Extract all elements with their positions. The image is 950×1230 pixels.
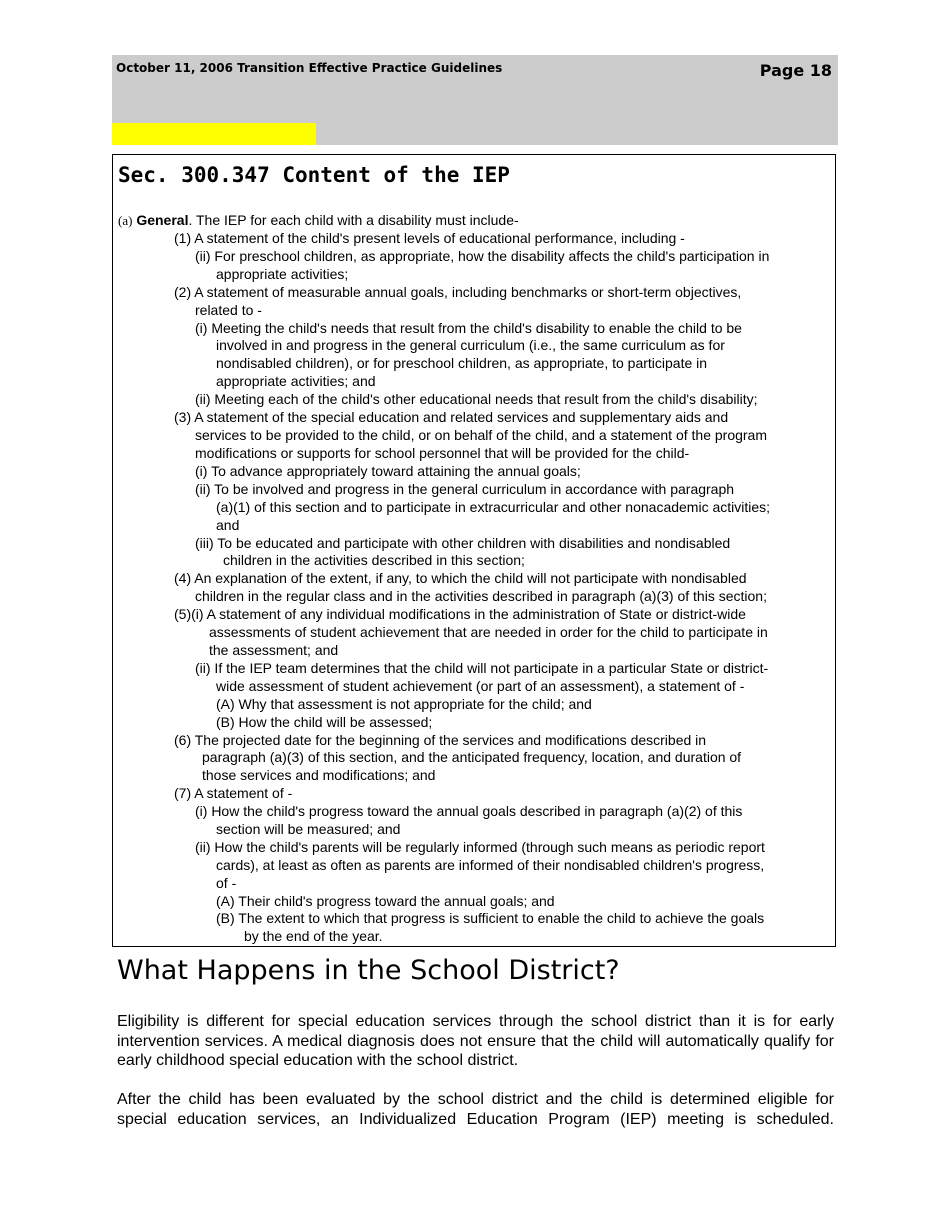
- intro-mark: (a): [118, 213, 133, 228]
- reg-line: those services and modifications; and: [202, 767, 436, 783]
- reg-line: (ii) If the IEP team determines that the child will not participate in a particular State or district-: [195, 660, 769, 676]
- reg-line: wide assessment of student achievement (or part of an assessment), a statement of -: [216, 678, 745, 694]
- reg-line: and: [216, 517, 240, 533]
- reg-line: (iii) To be educated and participate with other children with disabilities and nondisabled: [195, 535, 731, 551]
- reg-line: (2) A statement of measurable annual goals, including benchmarks or short-term objectives,: [174, 284, 742, 300]
- reg-line: (4) An explanation of the extent, if any, to which the child will not participate with nondisabled: [174, 570, 747, 586]
- regulation-box: [112, 154, 836, 947]
- reg-line: children in the activities described in this section;: [223, 552, 525, 568]
- section-heading: What Happens in the School District?: [117, 955, 620, 986]
- reg-line: section will be measured; and: [216, 821, 401, 837]
- reg-line: by the end of the year.: [244, 928, 383, 944]
- reg-line: (6) The projected date for the beginning of the services and modifications described in: [174, 732, 707, 748]
- reg-line: (a)(1) of this section and to participate in extracurricular and other nonacademic activities;: [216, 499, 771, 515]
- reg-line: (i) How the child's progress toward the annual goals described in paragraph (a)(2) of this: [195, 803, 743, 819]
- intro-text: . The IEP for each child with a disability must include-: [188, 212, 519, 228]
- regulation-title: Sec. 300.347 Content of the IEP: [118, 163, 510, 187]
- reg-line: children in the regular class and in the activities described in paragraph (a)(3) of this section;: [195, 588, 767, 604]
- paragraph-eligibility: Eligibility is different for special education services through the school district than it is for early intervention services. A medical diagnosis does not ensure that the child will automatically qualify for early childhood special education with the school district.: [117, 1013, 834, 1069]
- reg-line: (B) How the child will be assessed;: [216, 714, 433, 730]
- reg-line: involved in and progress in the general curriculum (i.e., the same curriculum as for: [216, 337, 725, 353]
- regulation-intro: [118, 211, 519, 230]
- reg-line: (ii) To be involved and progress in the general curriculum in accordance with paragraph: [195, 481, 735, 497]
- reg-line: related to -: [195, 302, 262, 318]
- reg-line: (A) Their child's progress toward the annual goals; and: [216, 893, 555, 909]
- paragraph-iep-meeting: After the child has been evaluated by the school district and the child is determined eligible for special education services, an Individualized Education Program (IEP) meeting is scheduled.: [117, 1091, 834, 1128]
- document-title: October 11, 2006 Transition Effective Practice Guidelines: [116, 61, 503, 75]
- reg-line: appropriate activities; and: [216, 373, 376, 389]
- reg-line: (1) A statement of the child's present levels of educational performance, including -: [174, 230, 685, 246]
- reg-line: of -: [216, 875, 237, 891]
- page-number: Page 18: [759, 61, 832, 80]
- reg-line: (ii) For preschool children, as appropriate, how the disability affects the child's participation in: [195, 248, 770, 264]
- reg-line: (7) A statement of -: [174, 785, 293, 801]
- reg-line: assessments of student achievement that are needed in order for the child to participate in: [209, 624, 768, 640]
- reg-line: the assessment; and: [209, 642, 339, 658]
- reg-line: services to be provided to the child, or on behalf of the child, and a statement of the program: [195, 427, 768, 443]
- reg-line: (i) To advance appropriately toward attaining the annual goals;: [195, 463, 581, 479]
- reg-line: (ii) Meeting each of the child's other educational needs that result from the child's disability;: [195, 391, 758, 407]
- reg-line: (ii) How the child's parents will be regularly informed (through such means as periodic report: [195, 839, 765, 855]
- reg-line: (i) Meeting the child's needs that result from the child's disability to enable the child to be: [195, 320, 742, 336]
- reg-line: (3) A statement of the special education and related services and supplementary aids and: [174, 409, 729, 425]
- header-band: [112, 55, 838, 145]
- reg-line: (A) Why that assessment is not appropriate for the child; and: [216, 696, 592, 712]
- highlight-bar: [112, 123, 316, 145]
- reg-line: appropriate activities;: [216, 266, 349, 282]
- reg-line: modifications or supports for school personnel that will be provided for the child-: [195, 445, 690, 461]
- intro-label: General: [136, 212, 189, 228]
- reg-line: nondisabled children), or for preschool children, as appropriate, to participate in: [216, 355, 708, 371]
- reg-line: (B) The extent to which that progress is sufficient to enable the child to achieve the goals: [216, 910, 765, 926]
- reg-line: (5)(i) A statement of any individual modifications in the administration of State or district-wide: [174, 606, 746, 622]
- reg-line: cards), at least as often as parents are informed of their nondisabled children's progress,: [216, 857, 765, 873]
- reg-line: paragraph (a)(3) of this section, and the anticipated frequency, location, and duration of: [202, 749, 742, 765]
